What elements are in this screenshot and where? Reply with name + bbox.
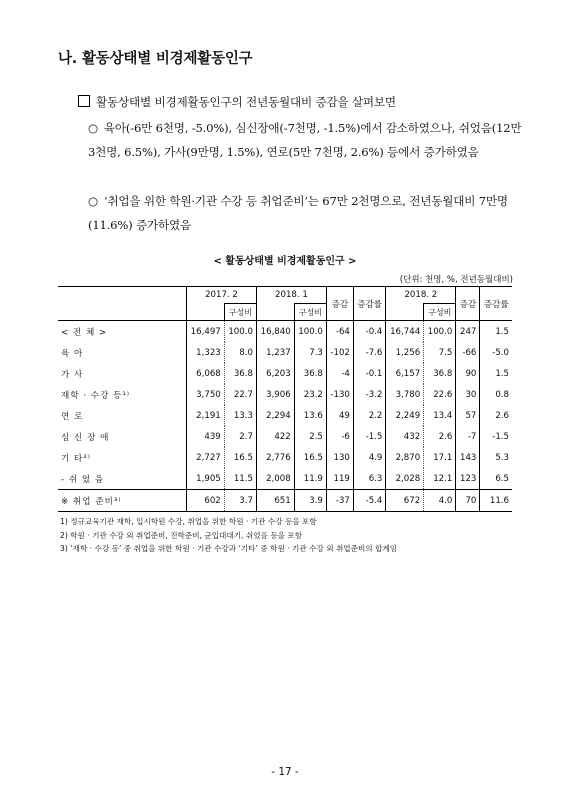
table-cell: 90 <box>456 363 480 384</box>
table-cell: 100.0 <box>224 321 256 343</box>
table-cell: 36.8 <box>224 363 256 384</box>
footnotes <box>60 515 397 556</box>
table-cell: 247 <box>456 321 480 343</box>
table-cell: 49 <box>326 405 353 426</box>
table-cell: 2,028 <box>386 468 424 490</box>
header-change-rate-2: 증감률 <box>480 287 512 321</box>
page-number: - 17 - <box>271 766 299 778</box>
table-cell: 16.5 <box>294 447 326 468</box>
table-cell: 36.8 <box>294 363 326 384</box>
table-cell: 23.2 <box>294 384 326 405</box>
table-cell: 2,727 <box>187 447 225 468</box>
header-2017-2: 2017. 2 <box>187 287 257 304</box>
footnote-1: 1) 정규교육기관 재학, 입시학원 수강, 취업을 위한 학원 · 기관 수강 등을 포함 <box>60 517 317 526</box>
row-label: < 전 체 > <box>58 321 187 343</box>
paragraph-2-text: ‘취업을 위한 학원·기관 수강 등 취업준비’는 67만 2천명으로, 전년동월대비 7만명(11.6%) 증가하였음 <box>88 194 508 232</box>
table-cell: -7 <box>456 426 480 447</box>
table-cell: 16,840 <box>256 321 294 343</box>
table-cell: 5.3 <box>480 447 512 468</box>
table-cell: 57 <box>456 405 480 426</box>
table-cell: 7.3 <box>294 342 326 363</box>
row-label: 가 사 <box>61 369 84 380</box>
table-cell: 1,237 <box>256 342 294 363</box>
table-cell: 2.5 <box>294 426 326 447</box>
table-unit: (단위: 천명, %, 전년동월대비) <box>399 275 513 285</box>
row-label: 육 아 <box>61 348 84 359</box>
stats-table <box>58 286 512 512</box>
table-cell: -7.6 <box>353 342 386 363</box>
table-cell: 100.0 <box>424 321 456 343</box>
table-cell: 11.9 <box>294 468 326 490</box>
table-cell: -4 <box>326 363 353 384</box>
table-cell: 4.0 <box>424 490 456 512</box>
table-cell: 1,256 <box>386 342 424 363</box>
table-cell: 119 <box>326 468 353 490</box>
row-label: 심 신 장 애 <box>61 432 110 443</box>
bullet-circle-icon: ○ <box>88 194 98 208</box>
table-cell: 16.5 <box>224 447 256 468</box>
table-cell: 3.7 <box>224 490 256 512</box>
table-cell: 0.8 <box>480 384 512 405</box>
table-cell: 6.5 <box>480 468 512 490</box>
checkbox-square-icon <box>78 95 90 107</box>
table-cell: 2,776 <box>256 447 294 468</box>
table-cell: 6,068 <box>187 363 225 384</box>
table-cell: 2,191 <box>187 405 225 426</box>
table-row <box>58 384 512 405</box>
table-cell: 70 <box>456 490 480 512</box>
table-cell: 2,870 <box>386 447 424 468</box>
table-cell: 1.5 <box>480 321 512 343</box>
table-cell: 2,294 <box>256 405 294 426</box>
table-cell: 130 <box>326 447 353 468</box>
header-share-2017: 구성비 <box>224 304 256 321</box>
row-label: 재학 · 수강 등¹⁾ <box>61 390 130 401</box>
table-cell: 2,249 <box>386 405 424 426</box>
bullet-circle-icon: ○ <box>88 121 98 135</box>
table-cell: 13.3 <box>224 405 256 426</box>
table-cell: 11.6 <box>480 490 512 512</box>
table-cell: 422 <box>256 426 294 447</box>
table-cell: 13.4 <box>424 405 456 426</box>
table-cell: 1,323 <box>187 342 225 363</box>
table-body <box>58 321 512 512</box>
table-cell: 100.0 <box>294 321 326 343</box>
header-change-1: 증감 <box>326 287 353 321</box>
header-change-2: 증감 <box>456 287 480 321</box>
table-cell: 17.1 <box>424 447 456 468</box>
header-share-2018-2: 구성비 <box>424 304 456 321</box>
table-cell: 3,906 <box>256 384 294 405</box>
table-row <box>58 321 512 343</box>
table-cell: 651 <box>256 490 294 512</box>
table-cell: 6.3 <box>353 468 386 490</box>
row-label: - 쉬 었 음 <box>61 474 105 485</box>
table-cell: 11.5 <box>224 468 256 490</box>
header-2018-2: 2018. 2 <box>386 287 456 304</box>
table-cell: 2.6 <box>480 405 512 426</box>
footnote-2: 2) 학원 · 기관 수강 외 취업준비, 진학준비, 군입대대기, 쉬었음 등을 포함 <box>60 530 303 540</box>
table-cell: 143 <box>456 447 480 468</box>
table-row <box>58 447 512 468</box>
table-cell: 36.8 <box>424 363 456 384</box>
table-cell: 1.5 <box>480 363 512 384</box>
intro-line <box>78 90 396 114</box>
table-cell: 439 <box>187 426 225 447</box>
table-cell: 3.9 <box>294 490 326 512</box>
table-cell: -6 <box>326 426 353 447</box>
table-cell: 22.7 <box>224 384 256 405</box>
table-cell: 7.5 <box>424 342 456 363</box>
paragraph-1 <box>88 116 528 164</box>
table-row <box>58 405 512 426</box>
table-cell: -1.5 <box>480 426 512 447</box>
row-label: 연 로 <box>61 411 84 422</box>
header-change-rate-1: 증감률 <box>353 287 386 321</box>
table-cell: 123 <box>456 468 480 490</box>
table-row <box>58 426 512 447</box>
table-cell: -37 <box>326 490 353 512</box>
table-cell: 16,744 <box>386 321 424 343</box>
table-cell: 30 <box>456 384 480 405</box>
table-cell: 2.2 <box>353 405 386 426</box>
table-cell: 4.9 <box>353 447 386 468</box>
table-row <box>58 490 512 512</box>
table-cell: -5.0 <box>480 342 512 363</box>
table-cell: 432 <box>386 426 424 447</box>
table-cell: 2.6 <box>424 426 456 447</box>
table-cell: -0.1 <box>353 363 386 384</box>
table-cell: 2,008 <box>256 468 294 490</box>
table-cell: 672 <box>386 490 424 512</box>
table-cell: 6,203 <box>256 363 294 384</box>
header-share-2018-1: 구성비 <box>294 304 326 321</box>
table-cell: 3,780 <box>386 384 424 405</box>
table-row <box>58 342 512 363</box>
paragraph-1-text: 육아(-6만 6천명, -5.0%), 심신장애(-7천명, -1.5%)에서 감소하였으나, 쉬었음(12만 3천명, 6.5%), 가사(9만명, 1.5%), 연로(5만 7천명, 2.6%) 등에서 증가하였음 <box>88 121 522 159</box>
table-title: < 활동상태별 비경제활동인구 > <box>213 256 357 267</box>
table-cell: -130 <box>326 384 353 405</box>
footnote-3: 3) ‘재학 · 수강 등’ 중 취업을 위한 학원 · 기관 수강과 ‘기타’ 중 학원 · 기관 수강 외 취업준비의 합계임 <box>60 544 398 553</box>
table-cell: 3,750 <box>187 384 225 405</box>
table-cell: 13.6 <box>294 405 326 426</box>
table-cell: -102 <box>326 342 353 363</box>
table-cell: -0.4 <box>353 321 386 343</box>
table-row <box>58 468 512 490</box>
table-cell: 6,157 <box>386 363 424 384</box>
intro-text: 활동상태별 비경제활동인구의 전년동월대비 증감을 살펴보면 <box>96 95 396 109</box>
table-cell: -3.2 <box>353 384 386 405</box>
section-heading: 나. 활동상태별 비경제활동인구 <box>58 51 253 67</box>
paragraph-2 <box>88 189 528 237</box>
header-blank <box>58 287 187 321</box>
table-cell: 8.0 <box>224 342 256 363</box>
table-cell: -64 <box>326 321 353 343</box>
row-label: 기 타²⁾ <box>61 453 91 464</box>
table-cell: -66 <box>456 342 480 363</box>
table-row <box>58 363 512 384</box>
table-cell: -5.4 <box>353 490 386 512</box>
header-2018-1: 2018. 1 <box>256 287 326 304</box>
table-cell: -1.5 <box>353 426 386 447</box>
table-cell: 12.1 <box>424 468 456 490</box>
table-cell: 1,905 <box>187 468 225 490</box>
row-label: ※ 취업 준비³⁾ <box>58 490 187 512</box>
table-cell: 16,497 <box>187 321 225 343</box>
table-cell: 2.7 <box>224 426 256 447</box>
table-cell: 22.6 <box>424 384 456 405</box>
table-cell: 602 <box>187 490 225 512</box>
